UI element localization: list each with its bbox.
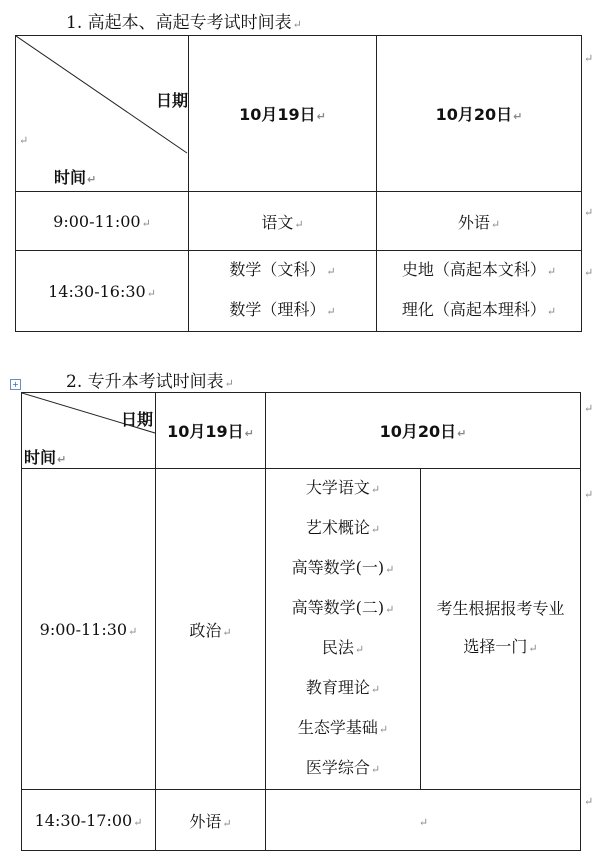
table2-subject-cell: 政治↵ bbox=[156, 469, 266, 790]
table1-subject-cell: 数学（文科）↵ 数学（理科）↵ bbox=[189, 251, 377, 332]
diagonal-line bbox=[16, 36, 189, 192]
table2-time-cell: 14:30-17:00↵ bbox=[22, 790, 156, 851]
table2-subject-cell: 外语↵ bbox=[156, 790, 266, 851]
list-item: 生态学基础↵ bbox=[297, 718, 389, 737]
table1-time-cell: 9:00-11:00↵ bbox=[16, 192, 189, 251]
table1-subject-cell: 外语↵ bbox=[377, 192, 582, 251]
corner-date-label: 日期 bbox=[120, 410, 153, 429]
table2-empty-cell: ↵ bbox=[266, 790, 581, 851]
table2-schedule bbox=[21, 392, 581, 851]
table2-time-cell: 9:00-11:30↵ bbox=[22, 469, 156, 790]
table2-date-20: 10月20日↵ bbox=[266, 393, 581, 469]
table2-note-cell: 考生根据报考专业 选择一门↵ bbox=[421, 469, 581, 790]
list-item: 高等数学(一)↵ bbox=[291, 558, 395, 577]
table1-heading: 1. 高起本、高起专考试时间表↵ bbox=[66, 13, 302, 33]
table1-subject-cell: 语文↵ bbox=[189, 192, 377, 251]
table1-schedule bbox=[15, 35, 582, 332]
list-item: 医学综合↵ bbox=[305, 758, 381, 777]
table1-corner-cell: 日期 时间↵ ↵ bbox=[16, 36, 189, 192]
table2-corner-cell bbox=[22, 393, 156, 469]
list-item: 高等数学(二)↵ bbox=[291, 598, 395, 617]
list-item: 民法↵ bbox=[321, 638, 365, 657]
table1-date-19: 10月19日↵ bbox=[189, 36, 377, 192]
table-move-handle-icon[interactable]: + bbox=[10, 379, 21, 390]
table1-date-20: 10月20日↵ bbox=[377, 36, 582, 192]
corner-time-label: 时间↵ bbox=[54, 168, 97, 187]
table1-subject-cell: 史地（高起本文科）↵ 理化（高起本理科）↵ bbox=[377, 251, 582, 332]
list-item: 教育理论↵ bbox=[305, 678, 381, 697]
table2-date-19: 10月19日↵ bbox=[156, 393, 266, 469]
list-item: 艺术概论↵ bbox=[305, 518, 381, 537]
table2-heading: 2. 专升本考试时间表↵ bbox=[66, 372, 234, 392]
corner-time-label: 时间↵ bbox=[24, 448, 67, 467]
table1-time-cell: 14:30-16:30↵ bbox=[16, 251, 189, 332]
corner-date-label: 日期 bbox=[155, 91, 188, 110]
list-item: 大学语文↵ bbox=[305, 478, 381, 497]
table2-subject-list bbox=[266, 469, 421, 790]
